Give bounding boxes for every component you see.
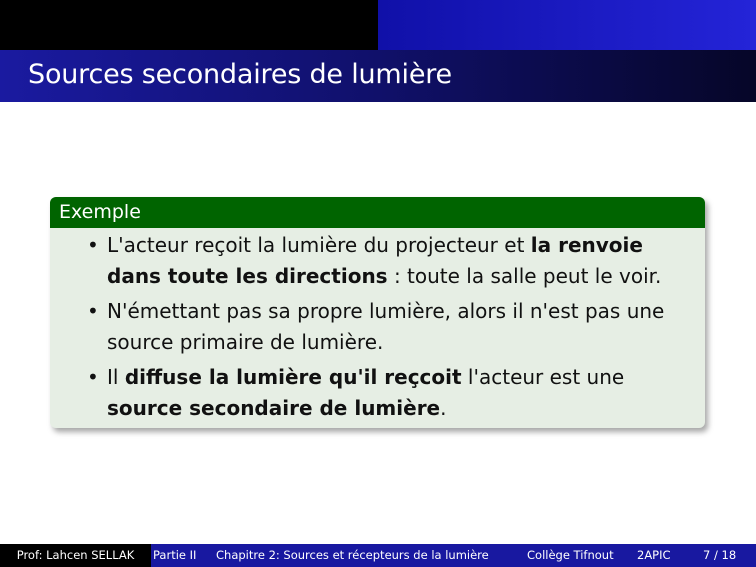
example-block-title: Exemple <box>50 197 705 228</box>
bullet-icon: • <box>87 365 99 389</box>
item-text: : toute la salle peut le voir. <box>387 264 662 288</box>
item-text: Il <box>107 365 125 389</box>
item-bold-text: source secondaire de lumière <box>107 396 441 420</box>
frame-title: Sources secondaires de lumière <box>28 59 452 90</box>
footer-class: 2APIC <box>637 548 671 562</box>
list-item <box>50 230 705 292</box>
example-list <box>50 230 705 424</box>
bullet-icon: • <box>87 299 99 323</box>
nav-right-panel <box>378 0 756 50</box>
item-bold-text: diffuse la lumière qu'il reçcoit <box>124 365 462 389</box>
footer-chapter: Chapitre 2: Sources et récepteurs de la lumière <box>216 548 489 562</box>
section-navigation-header <box>0 0 756 50</box>
footer-bar <box>0 544 756 567</box>
example-block-body <box>50 228 705 424</box>
item-text: N'émettant pas sa propre lumière, alors il n'est pas une source primaire de lumière. <box>107 299 665 354</box>
footer-page-number: 7 / 18 <box>703 548 737 562</box>
footer-school: Collège Tifnout <box>527 548 614 562</box>
frame-title-bar <box>0 50 756 102</box>
list-item <box>50 296 705 358</box>
item-text: L'acteur reçoit la lumière du projecteur et <box>107 233 531 257</box>
example-block <box>50 197 705 428</box>
item-text: . <box>440 396 447 420</box>
item-bold-text: la renvoie dans toute les directions <box>107 233 643 288</box>
nav-left-panel <box>0 0 378 50</box>
footer-author: Prof: Lahcen SELLAK <box>0 544 151 567</box>
list-item <box>50 362 705 424</box>
footer-info <box>151 544 756 567</box>
item-text: l'acteur est une <box>461 365 625 389</box>
footer-part: Partie II <box>153 548 197 562</box>
bullet-icon: • <box>87 233 99 257</box>
